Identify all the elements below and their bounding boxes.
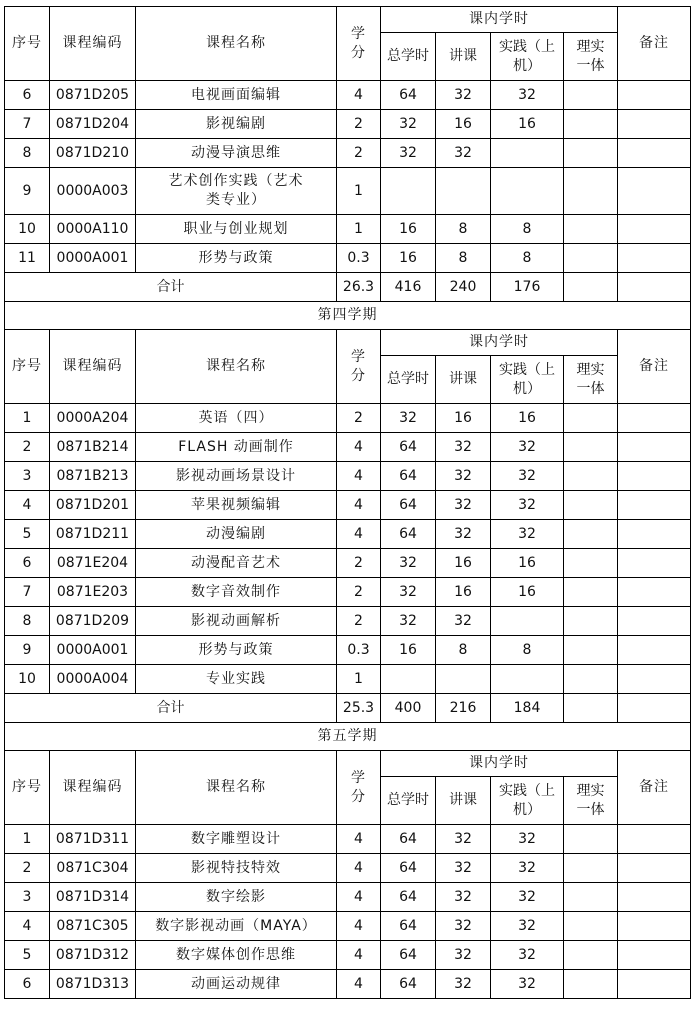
term5-header-hours-group: 课内学时 [381,751,618,777]
total-label: 合计 [5,273,337,302]
integrated-cell [564,433,618,462]
term5-header-code: 课程编码 [50,751,136,825]
remark-cell [618,215,691,244]
seq-cell: 9 [5,636,50,665]
lecture-cell: 32 [436,825,491,854]
table-row [5,433,691,462]
course-name-cell: 动漫配音艺术 [136,549,337,578]
course-code-cell: 0000A003 [50,168,136,215]
course-name-cell: 数字影视动画（MAYA） [136,912,337,941]
lecture-cell: 32 [436,520,491,549]
credit-cell: 4 [337,520,381,549]
credit-cell: 2 [337,607,381,636]
table-row [5,462,691,491]
total-hours-cell: 16 [381,244,436,273]
practice-cell: 8 [491,244,564,273]
table-row [5,970,691,999]
total-hours-cell: 64 [381,462,436,491]
total-hours-cell: 64 [381,854,436,883]
credit-cell: 4 [337,854,381,883]
course-code-cell: 0871D210 [50,139,136,168]
integrated-cell [564,520,618,549]
credit-cell: 1 [337,168,381,215]
table-row [5,883,691,912]
table-row [5,404,691,433]
table-row [5,607,691,636]
total-hours-cell: 16 [381,636,436,665]
practice-cell [491,607,564,636]
term5-header-practice: 实践（上机） [491,777,564,825]
lecture-cell: 32 [436,607,491,636]
credit-cell: 2 [337,139,381,168]
integrated-cell [564,139,618,168]
practice-cell: 32 [491,462,564,491]
table-row [5,549,691,578]
lecture-cell [436,665,491,694]
course-name-cell: 动画运动规律 [136,970,337,999]
total-integrated [564,273,618,302]
credit-cell: 4 [337,970,381,999]
lecture-cell: 8 [436,636,491,665]
total-hours-cell: 64 [381,491,436,520]
integrated-cell [564,883,618,912]
term5-header-credit: 学分 [337,751,381,825]
total-lecture: 216 [436,694,491,723]
seq-cell: 3 [5,462,50,491]
total-hours-cell: 64 [381,520,436,549]
seq-cell: 2 [5,854,50,883]
course-name-cell: 数字音效制作 [136,578,337,607]
total-remark [618,273,691,302]
course-code-cell: 0871D205 [50,81,136,110]
practice-cell: 32 [491,81,564,110]
credit-cell: 0.3 [337,244,381,273]
practice-cell: 32 [491,912,564,941]
remark-cell [618,636,691,665]
seq-cell: 3 [5,883,50,912]
course-code-cell: 0871E204 [50,549,136,578]
total-integrated [564,694,618,723]
integrated-cell [564,168,618,215]
course-schedule-table [4,6,691,999]
total-hours-cell: 32 [381,404,436,433]
credit-cell: 4 [337,462,381,491]
seq-cell: 2 [5,433,50,462]
term4-header-practice: 实践（上机） [491,356,564,404]
lecture-cell: 16 [436,578,491,607]
total-practice: 176 [491,273,564,302]
course-code-cell: 0000A001 [50,636,136,665]
seq-cell: 10 [5,665,50,694]
integrated-cell [564,665,618,694]
credit-cell: 2 [337,578,381,607]
course-name-cell: 数字绘影 [136,883,337,912]
lecture-cell: 32 [436,139,491,168]
term5-header-total-hours: 总学时 [381,777,436,825]
term4-header-credit: 学分 [337,330,381,404]
practice-cell: 32 [491,520,564,549]
total-remark [618,694,691,723]
table-row [5,578,691,607]
table-row [5,941,691,970]
integrated-cell [564,578,618,607]
remark-cell [618,883,691,912]
remark-cell [618,912,691,941]
term3-header-total-hours: 总学时 [381,33,436,81]
remark-cell [618,81,691,110]
lecture-cell: 32 [436,433,491,462]
integrated-cell [564,244,618,273]
remark-cell [618,607,691,636]
course-name-cell: 影视特技特效 [136,854,337,883]
integrated-cell [564,491,618,520]
practice-cell: 32 [491,433,564,462]
term5-header-integrated: 理实一体 [564,777,618,825]
course-name-cell: 苹果视频编辑 [136,491,337,520]
course-code-cell: 0871B213 [50,462,136,491]
lecture-cell: 32 [436,462,491,491]
seq-cell: 11 [5,244,50,273]
course-name-cell: 职业与创业规划 [136,215,337,244]
table-row [5,81,691,110]
seq-cell: 5 [5,520,50,549]
integrated-cell [564,854,618,883]
term4-header-remark: 备注 [618,330,691,404]
seq-cell: 5 [5,941,50,970]
remark-cell [618,520,691,549]
term4-total-row [5,694,691,723]
table-row [5,491,691,520]
total-hours-cell: 32 [381,110,436,139]
integrated-cell [564,607,618,636]
course-name-cell [136,168,337,215]
lecture-cell: 32 [436,81,491,110]
term4-header-lecture: 讲课 [436,356,491,404]
seq-cell: 9 [5,168,50,215]
remark-cell [618,549,691,578]
lecture-cell: 32 [436,854,491,883]
table-row [5,520,691,549]
remark-cell [618,941,691,970]
total-hours-cell [381,168,436,215]
seq-cell: 1 [5,825,50,854]
integrated-cell [564,549,618,578]
course-code-cell: 0871D211 [50,520,136,549]
course-name-cell: 动漫导演思维 [136,139,337,168]
course-name-cell: 影视动画场景设计 [136,462,337,491]
course-name-cell: 数字雕塑设计 [136,825,337,854]
total-credit: 26.3 [337,273,381,302]
practice-cell [491,139,564,168]
term3-header-code: 课程编码 [50,7,136,81]
term4-header-integrated: 理实一体 [564,356,618,404]
credit-cell: 4 [337,491,381,520]
term4-header-total-hours: 总学时 [381,356,436,404]
course-code-cell: 0871C305 [50,912,136,941]
term5-header-seq: 序号 [5,751,50,825]
course-name-cell: 影视动画解析 [136,607,337,636]
credit-cell: 2 [337,549,381,578]
remark-cell [618,110,691,139]
integrated-cell [564,462,618,491]
total-hours-cell: 32 [381,578,436,607]
practice-cell: 32 [491,854,564,883]
seq-cell: 6 [5,549,50,578]
course-code-cell: 0871D314 [50,883,136,912]
remark-cell [618,404,691,433]
lecture-cell: 16 [436,110,491,139]
credit-cell: 2 [337,404,381,433]
course-code-cell: 0871B214 [50,433,136,462]
seq-cell: 6 [5,81,50,110]
course-code-cell: 0000A204 [50,404,136,433]
term3-header-hours-group: 课内学时 [381,7,618,33]
credit-cell: 4 [337,883,381,912]
practice-cell: 32 [491,941,564,970]
course-name-cell: 数字媒体创作思维 [136,941,337,970]
remark-cell [618,854,691,883]
remark-cell [618,665,691,694]
term3-total-row [5,273,691,302]
practice-cell: 16 [491,549,564,578]
seq-cell: 1 [5,404,50,433]
course-name-cell: 动漫编剧 [136,520,337,549]
practice-cell: 8 [491,215,564,244]
remark-cell [618,139,691,168]
total-practice: 184 [491,694,564,723]
seq-cell: 6 [5,970,50,999]
table-row [5,139,691,168]
course-name-cell: 形势与政策 [136,636,337,665]
term3-header-name: 课程名称 [136,7,337,81]
total-hours-cell: 32 [381,139,436,168]
total-lecture: 240 [436,273,491,302]
total-hours-cell: 16 [381,215,436,244]
total-hours-cell: 64 [381,433,436,462]
table-row [5,215,691,244]
term3-header-remark: 备注 [618,7,691,81]
credit-cell: 4 [337,912,381,941]
table-row [5,854,691,883]
integrated-cell [564,81,618,110]
lecture-cell: 32 [436,883,491,912]
integrated-cell [564,970,618,999]
lecture-cell: 32 [436,912,491,941]
term5-header-name: 课程名称 [136,751,337,825]
term4-header-hours-group: 课内学时 [381,330,618,356]
credit-cell: 4 [337,825,381,854]
seq-cell: 7 [5,578,50,607]
practice-cell [491,665,564,694]
course-code-cell: 0000A110 [50,215,136,244]
lecture-cell: 32 [436,941,491,970]
term3-header-practice: 实践（上机） [491,33,564,81]
practice-cell: 32 [491,883,564,912]
term3-header-seq: 序号 [5,7,50,81]
seq-cell: 4 [5,912,50,941]
remark-cell [618,825,691,854]
seq-cell: 8 [5,607,50,636]
integrated-cell [564,215,618,244]
seq-cell: 10 [5,215,50,244]
course-code-cell: 0871D313 [50,970,136,999]
table-row [5,912,691,941]
course-code-cell: 0000A001 [50,244,136,273]
total-hours-cell [381,665,436,694]
course-name-text: 艺术创作实践（艺术类专业） [168,173,304,208]
integrated-cell [564,636,618,665]
total-hours-cell: 64 [381,825,436,854]
curriculum-document [4,6,692,999]
table-row [5,110,691,139]
seq-cell: 8 [5,139,50,168]
table-row [5,636,691,665]
total-hours-cell: 64 [381,970,436,999]
course-name-cell: 影视编剧 [136,110,337,139]
remark-cell [618,168,691,215]
remark-cell [618,433,691,462]
total-hours-cell: 64 [381,883,436,912]
term5-term-title: 第五学期 [5,723,691,751]
lecture-cell: 32 [436,491,491,520]
lecture-cell: 8 [436,215,491,244]
term4-term-title: 第四学期 [5,302,691,330]
course-code-cell: 0871E203 [50,578,136,607]
course-code-cell: 0871D209 [50,607,136,636]
integrated-cell [564,825,618,854]
credit-cell: 1 [337,215,381,244]
practice-cell: 32 [491,491,564,520]
total-hours-cell: 64 [381,941,436,970]
term5-term-row [5,723,691,751]
term5-header-remark: 备注 [618,751,691,825]
term3-header-lecture: 讲课 [436,33,491,81]
term4-term-row [5,302,691,330]
seq-cell: 7 [5,110,50,139]
table-row [5,168,691,215]
term4-header-row [5,330,691,356]
integrated-cell [564,941,618,970]
course-name-cell: 专业实践 [136,665,337,694]
remark-cell [618,491,691,520]
remark-cell [618,244,691,273]
course-name-cell: 英语（四） [136,404,337,433]
credit-cell: 0.3 [337,636,381,665]
integrated-cell [564,912,618,941]
table-row [5,665,691,694]
term4-header-name: 课程名称 [136,330,337,404]
term3-header-integrated: 理实一体 [564,33,618,81]
total-hours-cell: 64 [381,81,436,110]
total-hours-cell: 32 [381,607,436,636]
credit-cell: 4 [337,941,381,970]
course-code-cell: 0871C304 [50,854,136,883]
remark-cell [618,578,691,607]
total-label: 合计 [5,694,337,723]
course-code-cell: 0871D201 [50,491,136,520]
term4-header-seq: 序号 [5,330,50,404]
term3-header-credit: 学分 [337,7,381,81]
credit-cell: 4 [337,81,381,110]
practice-cell: 16 [491,404,564,433]
remark-cell [618,462,691,491]
practice-cell: 16 [491,578,564,607]
lecture-cell: 8 [436,244,491,273]
lecture-cell: 16 [436,549,491,578]
course-name-cell: 形势与政策 [136,244,337,273]
course-code-cell: 0000A004 [50,665,136,694]
course-name-cell: 电视画面编辑 [136,81,337,110]
term5-header-lecture: 讲课 [436,777,491,825]
integrated-cell [564,110,618,139]
total-hours-cell: 32 [381,549,436,578]
term5-header-row [5,751,691,777]
practice-cell: 32 [491,825,564,854]
lecture-cell: 32 [436,970,491,999]
term4-header-code: 课程编码 [50,330,136,404]
total-hours-cell: 64 [381,912,436,941]
practice-cell: 32 [491,970,564,999]
course-code-cell: 0871D312 [50,941,136,970]
total-credit: 25.3 [337,694,381,723]
credit-cell: 4 [337,433,381,462]
practice-cell: 16 [491,110,564,139]
credit-cell: 2 [337,110,381,139]
term3-header-row [5,7,691,33]
integrated-cell [564,404,618,433]
course-name-cell: FLASH 动画制作 [136,433,337,462]
remark-cell [618,970,691,999]
table-row [5,244,691,273]
credit-cell: 1 [337,665,381,694]
table-row [5,825,691,854]
total-hours: 400 [381,694,436,723]
lecture-cell [436,168,491,215]
practice-cell [491,168,564,215]
seq-cell: 4 [5,491,50,520]
lecture-cell: 16 [436,404,491,433]
total-hours: 416 [381,273,436,302]
course-code-cell: 0871D204 [50,110,136,139]
practice-cell: 8 [491,636,564,665]
course-code-cell: 0871D311 [50,825,136,854]
